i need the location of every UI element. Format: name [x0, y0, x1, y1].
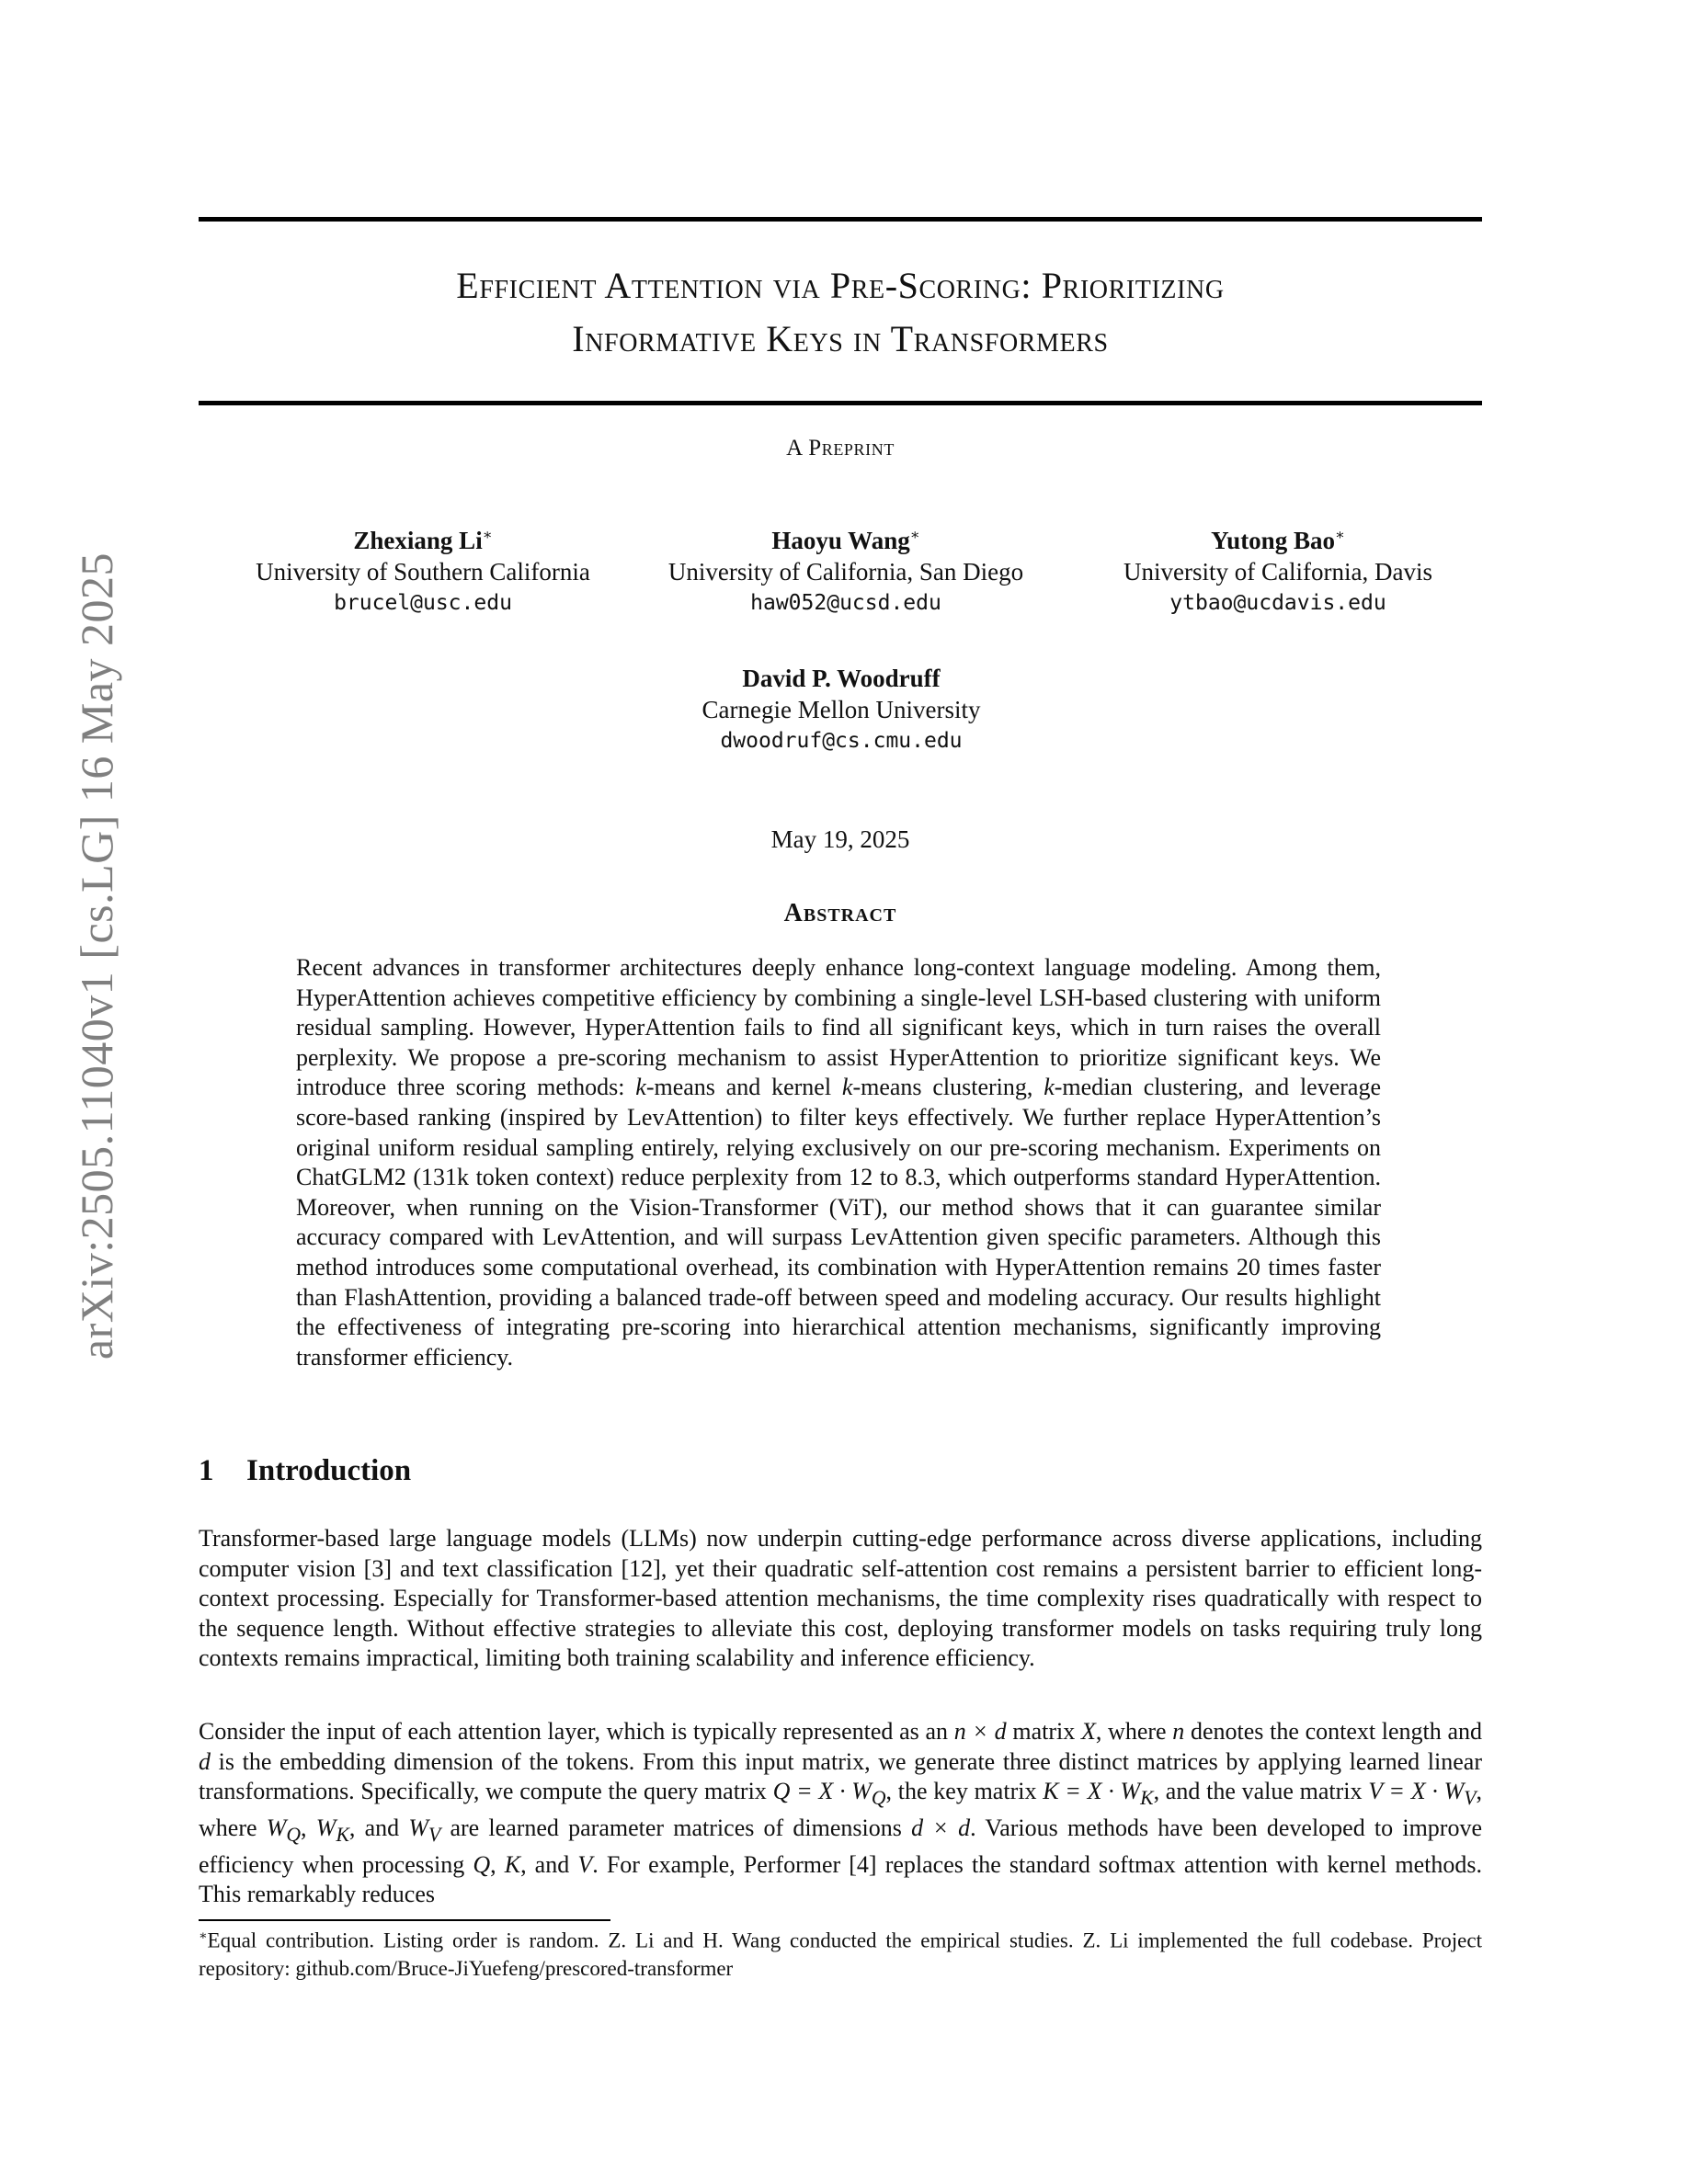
author-affiliation: Carnegie Mellon University — [701, 696, 981, 723]
abstract-text: Recent advances in transformer architectures deeply enhance long-context language modeling. Among them, HyperAttention achieves competitive efficiency by combining a single-level LSH-based clustering with uniform residual sampling. However, HyperAttention fails to find all significant keys, which in turn raises the overall perplexity. We propose a pre-scoring mechanism to assist HyperAttention to prioritize significant keys. We introduce three scoring methods: k-means and kernel k-means clustering, k-median clustering, and leverage score-based ranking (inspired by LevAttention) to filter keys effectively. We further replace HyperAttention’s original uniform residual sampling entirely, relying exclusively on our pre-scoring mechanism. Experiments on ChatGLM2 (131k token context) reduce perplexity from 12 to 8.3, which outperforms standard HyperAttention. Moreover, when running on the Vision-Transformer (ViT), our method shows that it can guarantee similar accuracy compared with LevAttention, and will surpass LevAttention given specific parameters. Although this method introduces some computational overhead, its combination with HyperAttention remains 20 times faster than FlashAttention, providing a balanced trade-off between speed and modeling accuracy. Our results highlight the effectiveness of integrating pre-scoring into hierarchical attention mechanisms, significantly improving transformer efficiency. — [296, 954, 1381, 1371]
author-name: David P. Woodruff — [742, 665, 941, 692]
footnote — [199, 1923, 1482, 1983]
author-email: haw052@ucsd.edu — [750, 591, 941, 615]
footnote-text: Equal contribution. Listing order is random. Z. Li and H. Wang conducted the empirical studies. Z. Li implemented the full codebase. Project repository: github.com/Bruce-JiYuefeng/prescored-transformer — [199, 1928, 1482, 1980]
author-block-4 — [634, 658, 1048, 756]
preprint-label: A Preprint — [786, 436, 895, 461]
author-email: ytbao@ucdavis.edu — [1169, 591, 1386, 615]
intro-paragraph-2: Consider the input of each attention layer, which is typically represented as an n × d matrix X, where n denotes the context length and d is the embedding dimension of the tokens. From this input matrix, we generate three distinct matrices by applying learned linear transformations. Specifically, we compute the query matrix $Q = X \cdot W_Q$, the key matrix $K = X \cdot W_K$, and the value matrix $V = X \cdot W_V$, where $W_Q$, $W_K$, and $W_V$ are learned parameter matrices of dimensions d × d. Various methods have been developed to improve efficiency when processing Q, K, and V. For example, Performer [4] replaces the standard softmax attention with kernel methods. This remarkably reduces — [199, 1718, 1483, 1908]
author-name: Zhexiang Li∗ — [353, 527, 493, 554]
section-title: Introduction — [246, 1454, 412, 1487]
author-name: Yutong Bao∗ — [1211, 527, 1345, 554]
section-heading-introduction — [199, 1454, 411, 1488]
title-line-1: Efficient Attention via Pre-Scoring: Prioritizing — [456, 265, 1225, 306]
author-email: dwoodruf@cs.cmu.edu — [720, 729, 963, 753]
equal-contribution-mark: ∗ — [909, 528, 920, 543]
author-block-3 — [1085, 520, 1471, 619]
abstract-heading: Abstract — [783, 899, 897, 927]
author-affiliation: University of Southern California — [256, 558, 590, 586]
paper-title — [199, 259, 1482, 366]
author-affiliation: University of California, San Diego — [667, 558, 1024, 586]
footnote-divider — [199, 1919, 610, 1921]
title-line-2: Informative Keys in Transformers — [572, 318, 1109, 359]
author-name: Haoyu Wang∗ — [771, 527, 920, 554]
section-number: 1 — [199, 1454, 214, 1487]
author-block-2 — [644, 520, 1048, 619]
publication-date: May 19, 2025 — [770, 825, 910, 853]
footnote-mark: ∗ — [199, 1929, 208, 1943]
equal-contribution-mark: ∗ — [1334, 528, 1345, 543]
title-top-rule — [199, 217, 1482, 222]
intro-paragraph-1: Transformer-based large language models (LLMs) now underpin cutting-edge performance across diverse applications, including computer vision [3] and text classification [12], yet their quadratic self-attention cost remains a persistent barrier to efficient long-context processing. Especially for Transformer-based attention mechanisms, the time complexity rises quadratically with respect to the sequence length. Without effective strategies to alleviate this cost, deploying transformer models on tasks requiring truly long contexts remains impractical, limiting both training scalability and inference efficiency. — [199, 1525, 1482, 1672]
author-affiliation: University of California, Davis — [1123, 558, 1432, 586]
arxiv-identifier-stamp: arXiv:2505.11040v1 [cs.LG] 16 May 2025 — [71, 552, 122, 1360]
equal-contribution-mark: ∗ — [482, 528, 493, 543]
title-bottom-rule — [199, 401, 1482, 405]
author-email: brucel@usc.edu — [334, 591, 512, 615]
author-block-1 — [211, 520, 634, 619]
